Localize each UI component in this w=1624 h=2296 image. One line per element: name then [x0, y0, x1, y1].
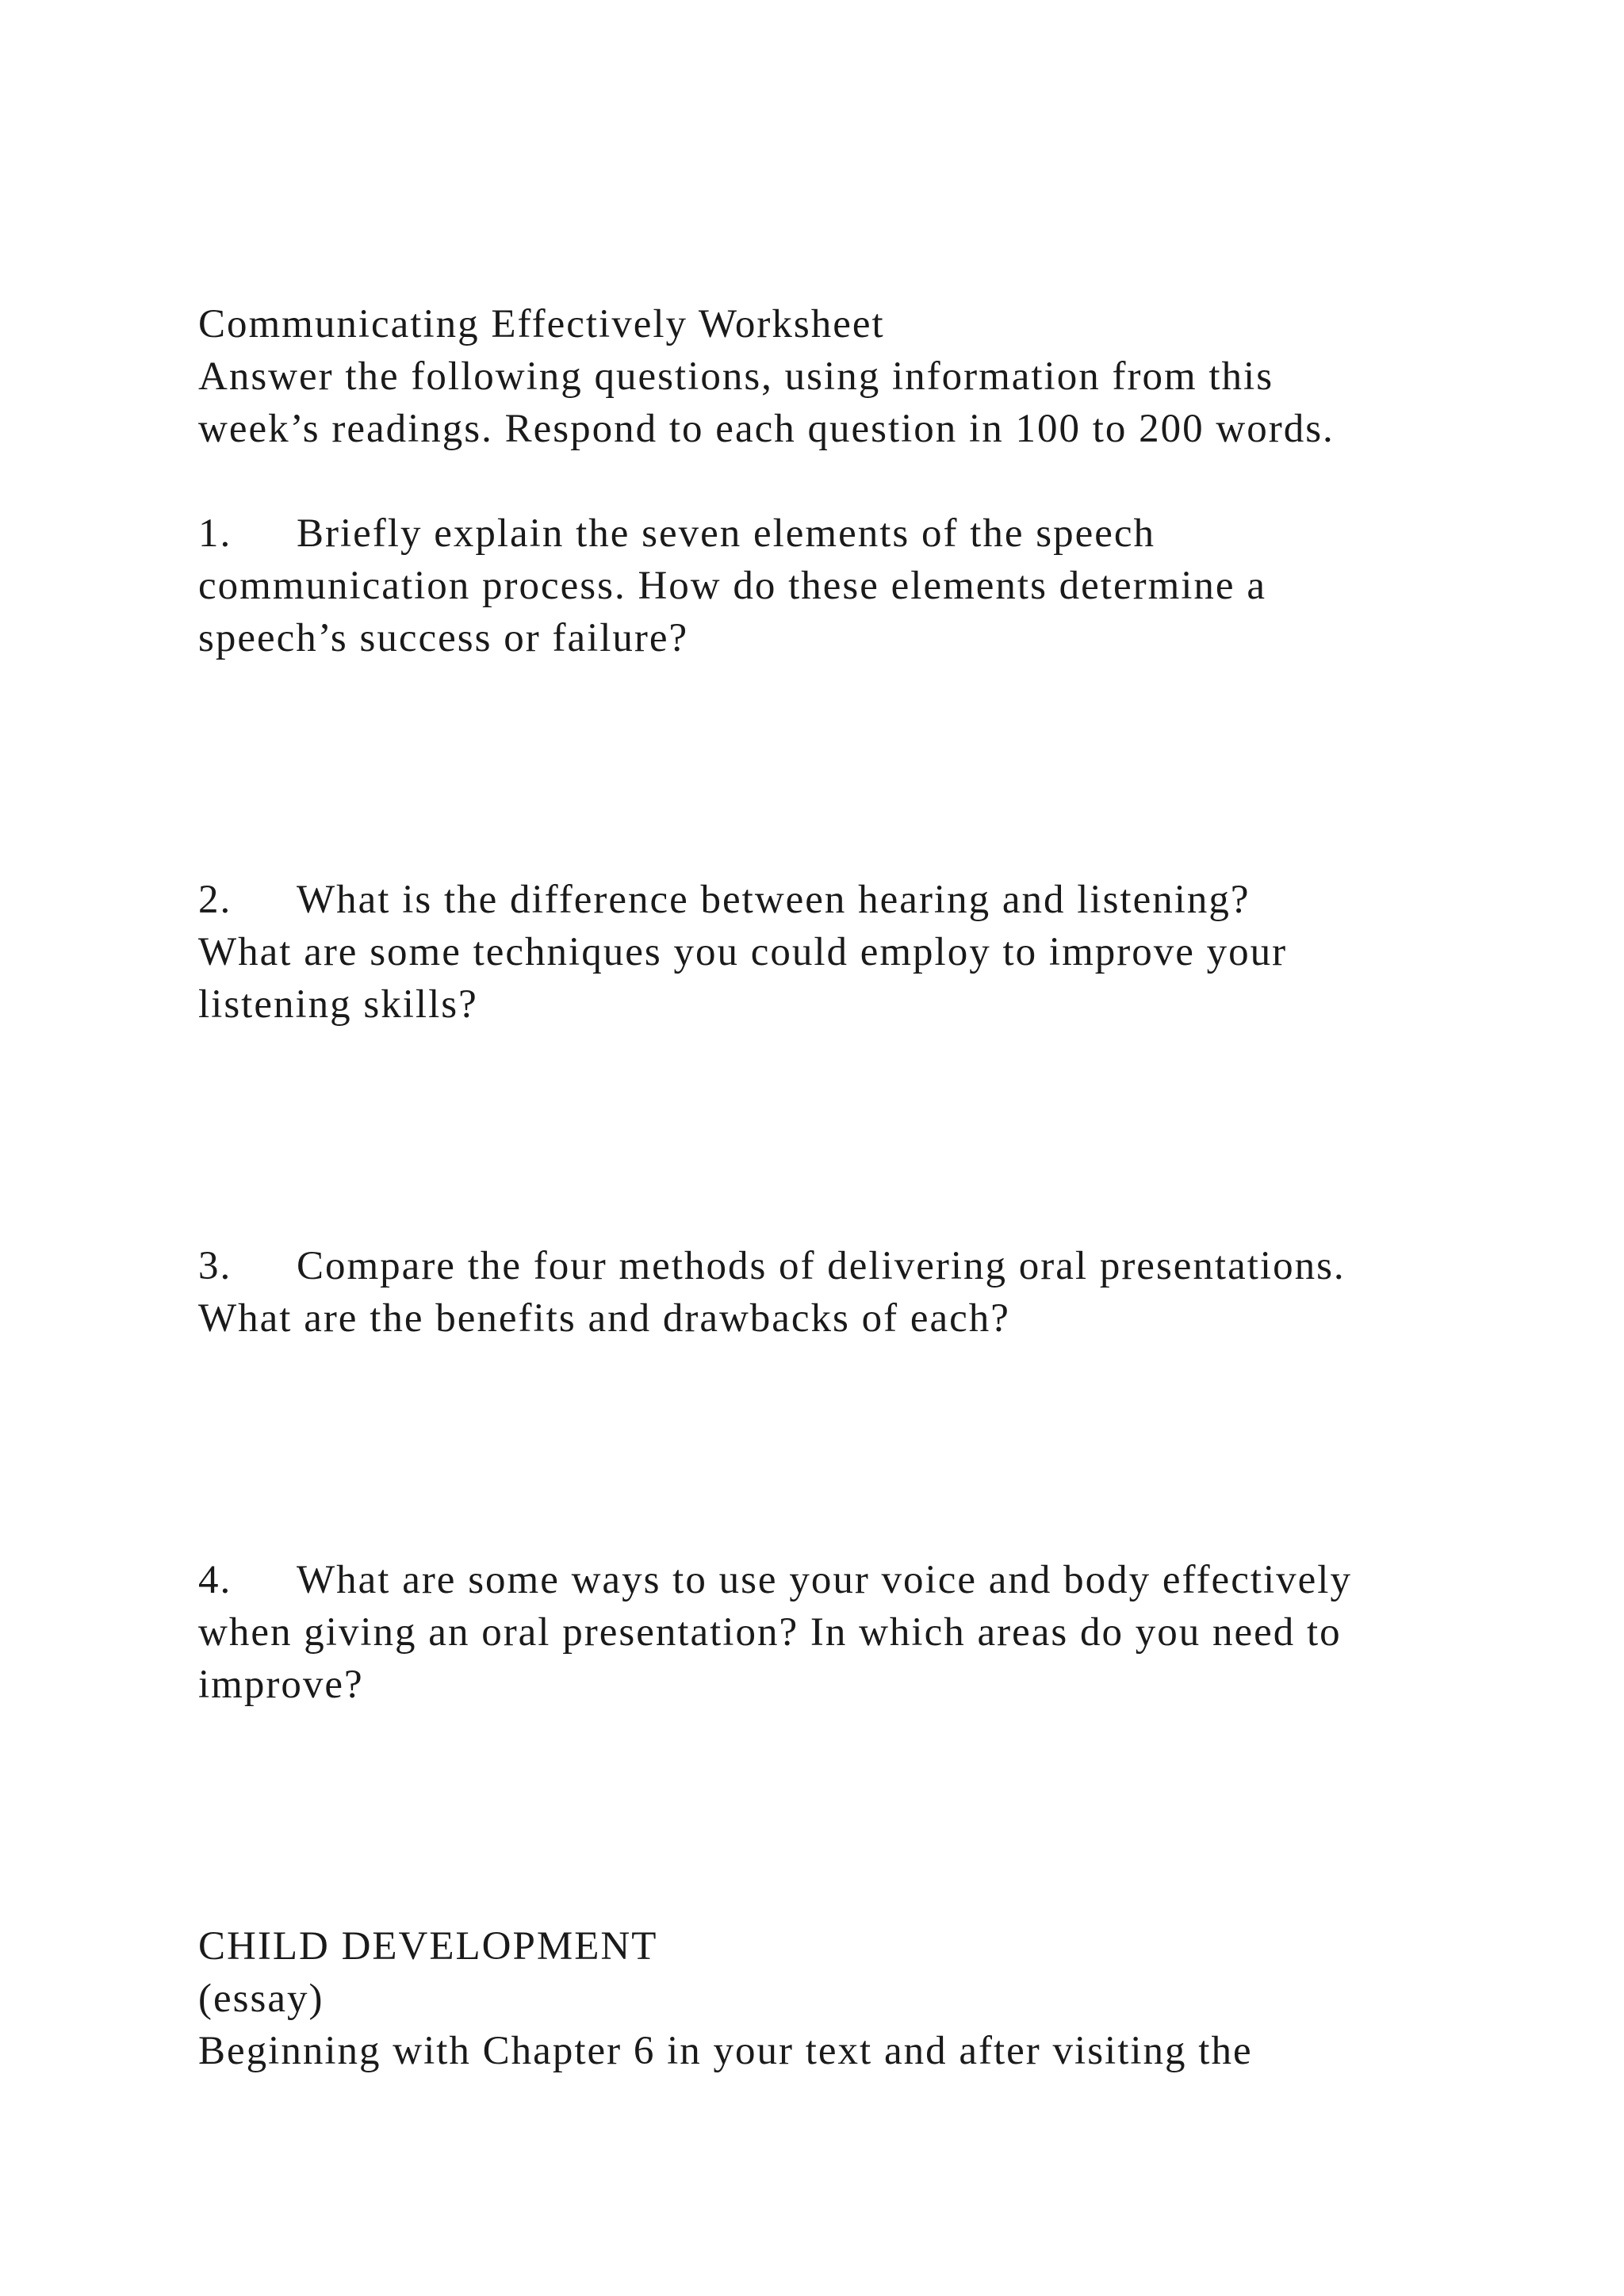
question-text: What are some techniques you could employ to improve your	[198, 930, 1288, 974]
essay-section	[198, 1920, 1546, 2077]
answer-space	[198, 1711, 1546, 1920]
question-text: Compare the four methods of delivering oral presentations.	[297, 1244, 1346, 1288]
question-number: 3.	[198, 1244, 232, 1288]
essay-subheading: (essay)	[198, 1976, 324, 2021]
question-text: improve?	[198, 1663, 364, 1707]
question-2	[198, 874, 1546, 1031]
question-text: What is the difference between hearing and listening?	[297, 878, 1251, 922]
document-content	[198, 298, 1546, 2077]
instructions-line-2: week’s readings. Respond to each question in 100 to 200 words.	[198, 407, 1335, 451]
answer-space	[198, 664, 1546, 874]
spacer	[198, 455, 1546, 507]
question-number: 4.	[198, 1558, 232, 1602]
question-number: 1.	[198, 511, 232, 556]
question-number: 2.	[198, 878, 232, 922]
answer-space	[198, 1345, 1546, 1554]
question-text: communication process. How do these elements determine a	[198, 564, 1266, 608]
worksheet-title: Communicating Effectively Worksheet	[198, 302, 885, 346]
question-text: speech’s success or failure?	[198, 616, 689, 660]
question-1	[198, 507, 1546, 664]
instructions-line-1: Answer the following questions, using information from this	[198, 354, 1274, 399]
question-text: What are the benefits and drawbacks of each?	[198, 1296, 1010, 1341]
question-text: What are some ways to use your voice and body effectively	[297, 1558, 1352, 1602]
essay-text: Beginning with Chapter 6 in your text and after visiting the	[198, 2029, 1253, 2073]
question-text: Briefly explain the seven elements of the speech	[297, 511, 1156, 556]
question-4	[198, 1554, 1546, 1711]
question-text: listening skills?	[198, 982, 478, 1027]
answer-space	[198, 1031, 1546, 1240]
essay-heading: CHILD DEVELOPMENT	[198, 1924, 658, 1969]
question-text: when giving an oral presentation? In which areas do you need to	[198, 1610, 1342, 1655]
question-3	[198, 1240, 1546, 1345]
